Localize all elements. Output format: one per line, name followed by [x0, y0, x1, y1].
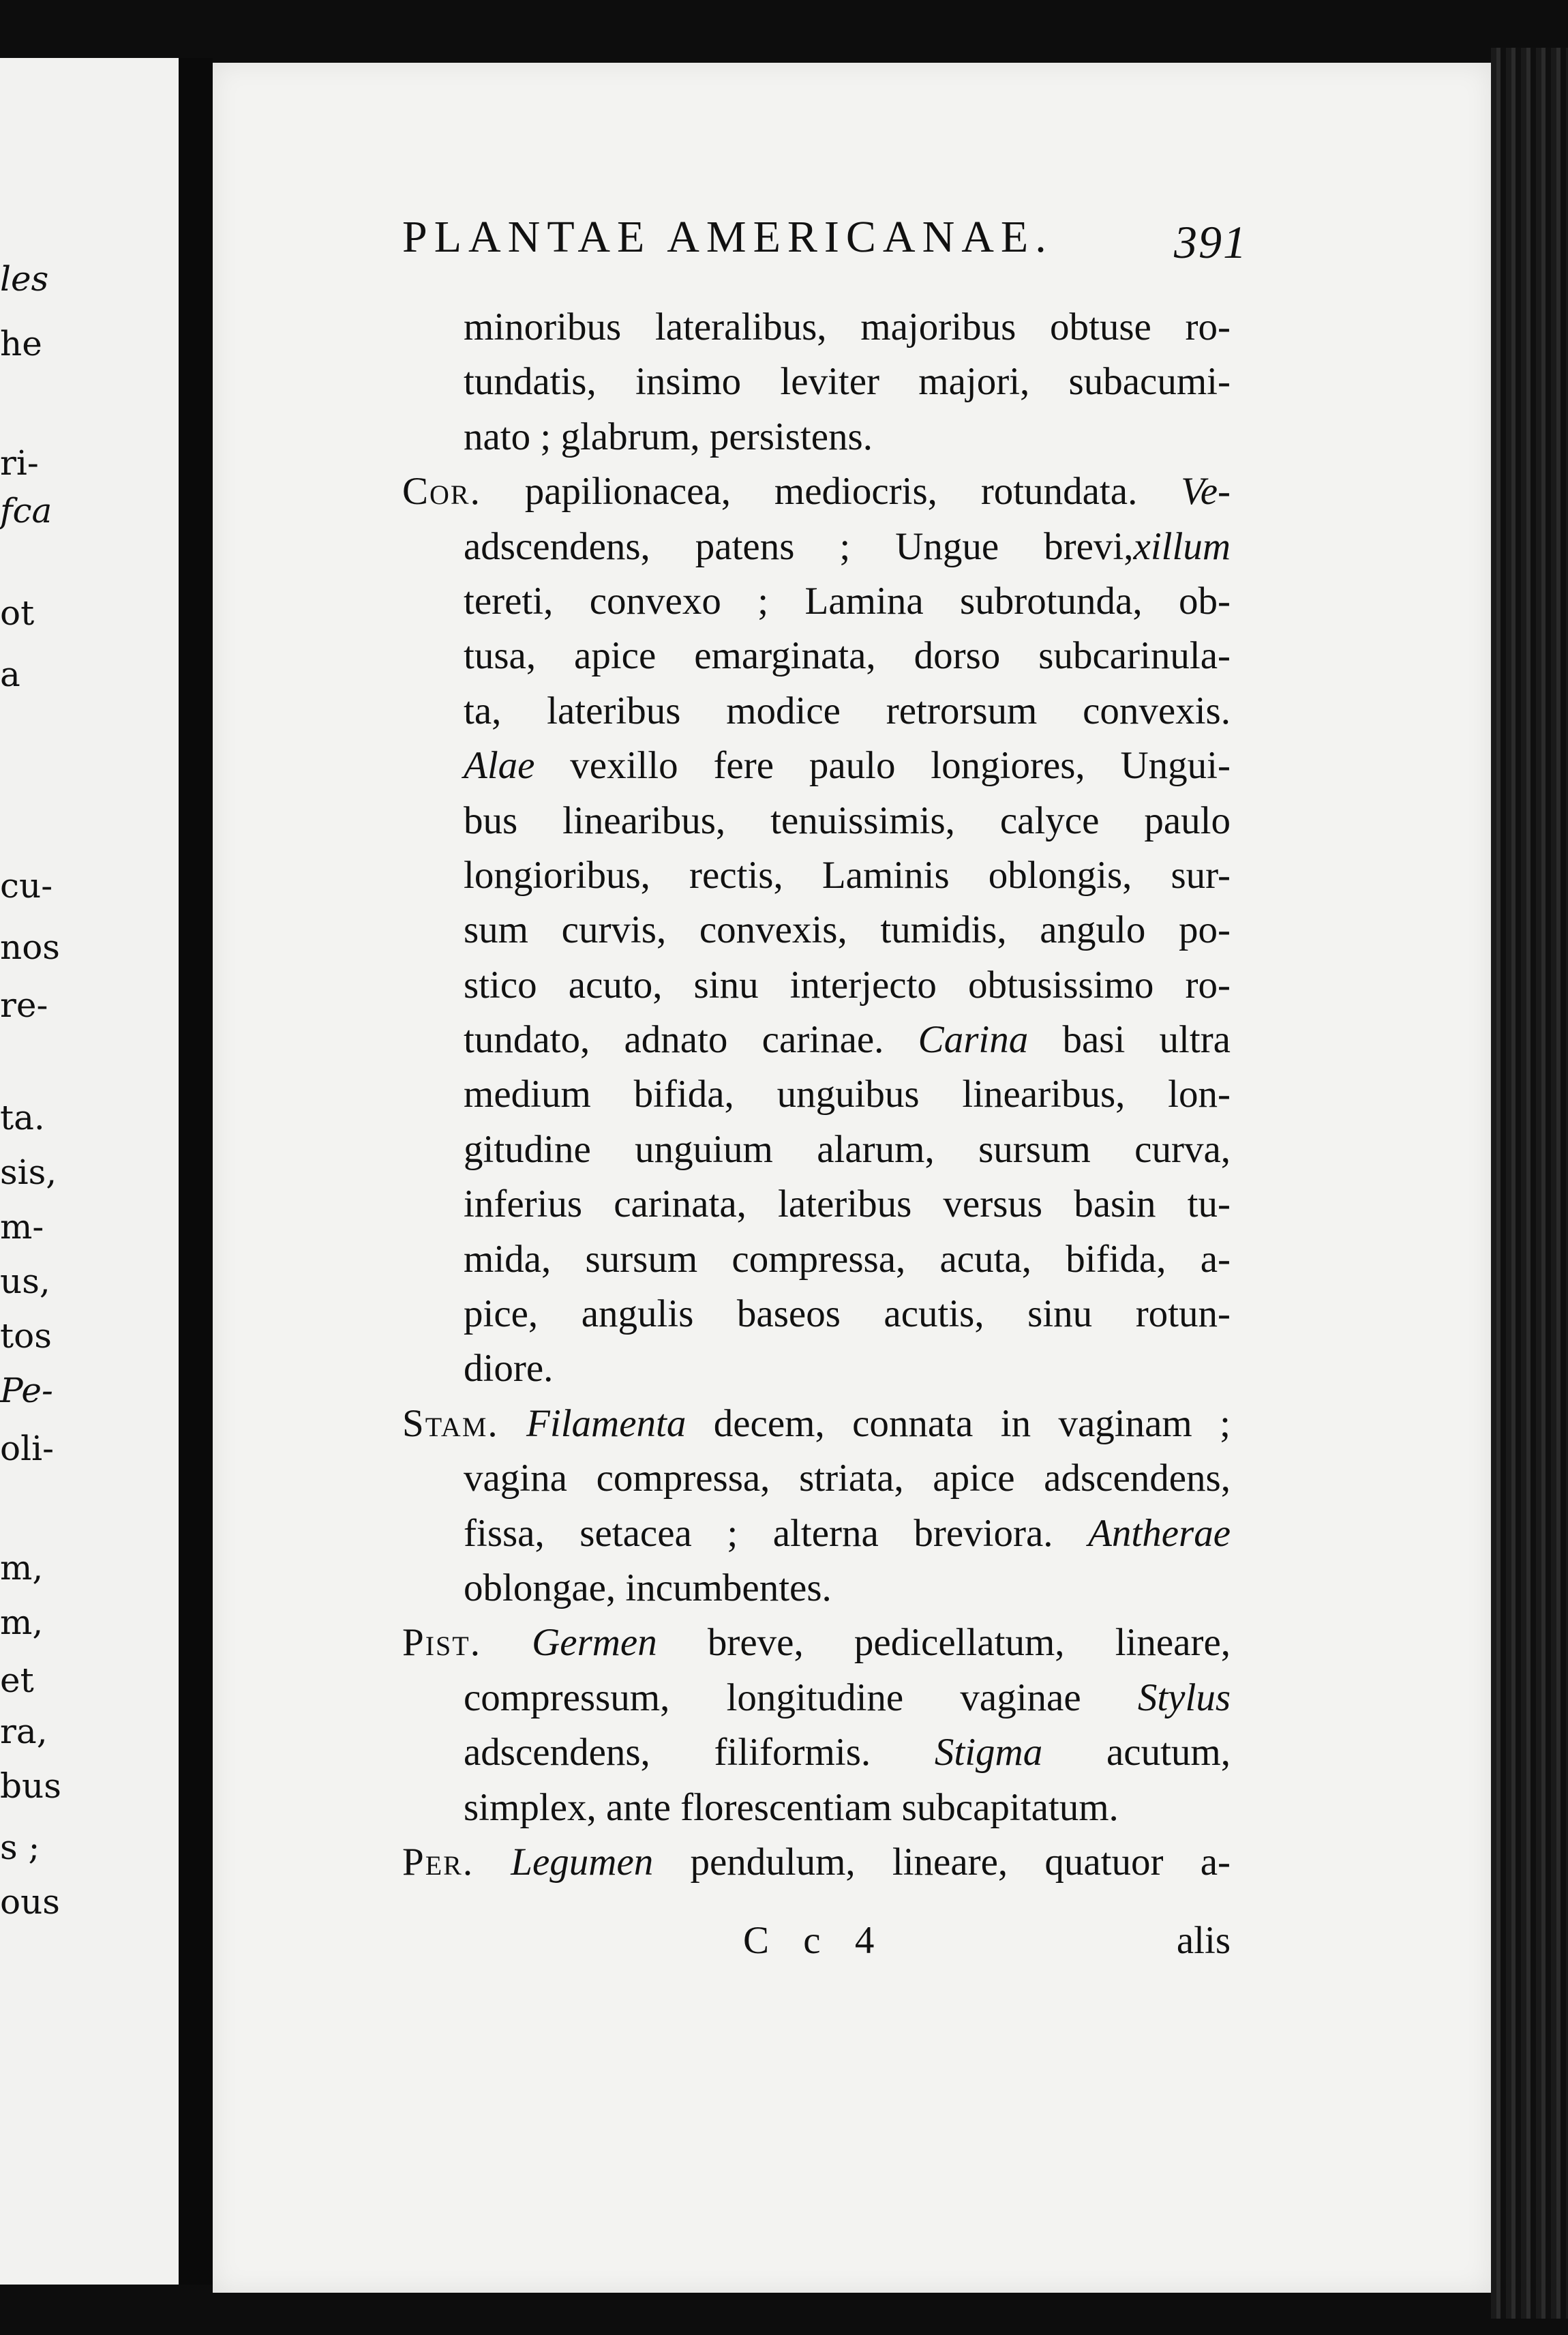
- line-text: simplex, ante florescentiam subcapitatum.: [464, 1785, 1119, 1829]
- italic-term: Germen: [481, 1621, 657, 1665]
- line-text: inferius carinata, lateribus versus basin tu-: [464, 1183, 1231, 1226]
- italic-term: Ve-: [1181, 470, 1231, 514]
- text-line: [402, 1232, 1231, 1287]
- left-page-fragment: oli-: [0, 1429, 54, 1468]
- line-text: decem, connata in vaginam ;: [686, 1401, 1231, 1445]
- line-text: acutum,: [1042, 1731, 1231, 1774]
- text-line: [402, 1835, 1231, 1890]
- signature-mark: C c 4: [743, 1919, 887, 1962]
- page-footer: [402, 1918, 1231, 1973]
- text-line: [402, 410, 1231, 464]
- text-line: [402, 300, 1231, 355]
- section-label: Cor.: [402, 470, 481, 514]
- text-line: [402, 1013, 1231, 1067]
- text-line: [402, 684, 1231, 739]
- left-page-fragment: bus: [0, 1766, 61, 1806]
- running-header: [402, 211, 1248, 273]
- left-page-edge: [0, 58, 179, 2285]
- line-text: adscendens, patens ; Ungue brevi,: [464, 524, 1134, 568]
- text-line: [402, 739, 1231, 793]
- line-text: pendulum, lineare, quatuor a-: [653, 1840, 1231, 1884]
- text-line: [402, 958, 1231, 1013]
- text-line: [402, 1287, 1231, 1341]
- line-text: mida, sursum compressa, acuta, bifida, a-: [464, 1237, 1231, 1281]
- left-page-fragment: ra,: [0, 1712, 48, 1751]
- text-line: [402, 794, 1231, 848]
- text-line: [402, 1122, 1231, 1177]
- left-page-fragment: ta.: [0, 1098, 45, 1137]
- text-line: [402, 1725, 1231, 1780]
- left-page-fragment: m,: [0, 1603, 44, 1642]
- left-page-fragment: ous: [0, 1882, 60, 1922]
- section-label: Per.: [402, 1840, 474, 1884]
- line-text: bus linearibus, tenuissimis, calyce paulo: [464, 799, 1231, 842]
- left-page-fragment: m-: [0, 1207, 44, 1247]
- line-text: tundatis, insimo leviter majori, subacumi-: [464, 360, 1231, 404]
- left-page-fragment: fca: [0, 491, 52, 531]
- italic-term: Filamenta: [498, 1401, 687, 1445]
- italic-term: Carina: [918, 1018, 1029, 1062]
- text-line: [402, 1616, 1231, 1670]
- line-text: vagina compressa, striata, apice adscendens,: [464, 1457, 1231, 1500]
- line-text: fissa, setacea ; alterna breviora.: [464, 1511, 1089, 1555]
- left-page-fragment: us,: [0, 1262, 50, 1301]
- text-line: [402, 1561, 1231, 1616]
- line-text: adscendens, filiformis.: [464, 1731, 935, 1774]
- text-line: [402, 1451, 1231, 1506]
- section-label: Stam.: [402, 1401, 499, 1445]
- text-line: [402, 848, 1231, 903]
- text-line: [402, 1397, 1231, 1451]
- italic-term: Alae: [464, 744, 535, 788]
- line-text: vexillo fere paulo longiores, Ungui-: [534, 744, 1231, 788]
- line-text: diore.: [464, 1347, 554, 1390]
- left-page-fragment: re-: [0, 985, 48, 1025]
- left-page-fragment: s ;: [0, 1828, 40, 1867]
- text-line: [402, 520, 1231, 574]
- italic-term: Stigma: [934, 1731, 1043, 1774]
- line-text: longioribus, rectis, Laminis oblongis, sur-: [464, 853, 1231, 897]
- line-text: gitudine unguium alarum, sursum curva,: [464, 1127, 1231, 1171]
- line-text: sum curvis, convexis, tumidis, angulo po-: [464, 908, 1231, 952]
- left-page-fragment: ri-: [0, 443, 39, 483]
- left-page-fragment: les: [0, 259, 49, 299]
- text-line: [402, 1341, 1231, 1396]
- page-number: 391: [1174, 216, 1248, 268]
- text-line: [402, 1177, 1231, 1232]
- line-text: stico acuto, sinu interjecto obtusissimo ro-: [464, 963, 1231, 1007]
- page-body: [402, 300, 1231, 1890]
- line-text: tusa, apice emarginata, dorso subcarinula-: [464, 634, 1231, 678]
- italic-term: Antherae: [1088, 1511, 1231, 1555]
- text-line: [402, 629, 1231, 683]
- italic-term: xillum: [1133, 524, 1231, 568]
- left-page-fragment: ot: [0, 593, 35, 633]
- line-text: minoribus lateralibus, majoribus obtuse ro-: [464, 306, 1231, 348]
- line-text: medium bifida, unguibus linearibus, lon-: [464, 1073, 1231, 1116]
- left-page-fragment: m,: [0, 1548, 44, 1588]
- text-line: [402, 1781, 1231, 1835]
- line-text: tereti, convexo ; Lamina subrotunda, ob-: [464, 579, 1231, 623]
- text-line: [402, 464, 1231, 519]
- left-page-fragment: et: [0, 1661, 34, 1700]
- text-line: [402, 355, 1231, 409]
- text-line: [402, 903, 1231, 957]
- line-text: oblongae, incumbentes.: [464, 1566, 832, 1609]
- section-label: Pist.: [402, 1621, 481, 1665]
- left-page-fragment: Pe-: [0, 1371, 53, 1410]
- italic-term: Legumen: [474, 1840, 654, 1884]
- italic-term: Stylus: [1137, 1676, 1231, 1719]
- left-page-fragment: nos: [0, 927, 60, 967]
- line-text: basi ultra: [1028, 1018, 1231, 1062]
- left-page-fragment: he: [0, 324, 42, 363]
- line-text: nato ; glabrum, persistens.: [464, 415, 873, 458]
- text-line: [402, 1067, 1231, 1122]
- book-gutter: [179, 58, 213, 2285]
- line-text: ta, lateribus modice retrorsum convexis.: [464, 689, 1231, 732]
- line-text: compressum, longitudine vaginae: [464, 1676, 1138, 1719]
- page-edges: [1491, 48, 1568, 2319]
- left-page-fragment: sis,: [0, 1152, 57, 1192]
- text-line: [402, 574, 1231, 629]
- left-page-fragment: tos: [0, 1316, 52, 1356]
- text-line: [402, 1506, 1231, 1561]
- running-title: PLANTAE AMERICANAE.: [402, 212, 1053, 262]
- catchword: alis: [1176, 1919, 1231, 1962]
- left-page-fragment: cu-: [0, 866, 53, 906]
- line-text: papilionacea, mediocris, rotundata.: [481, 470, 1181, 514]
- left-page-fragment: a: [0, 655, 20, 694]
- text-line: [402, 1671, 1231, 1725]
- line-text: breve, pedicellatum, lineare,: [657, 1621, 1231, 1665]
- line-text: pice, angulis baseos acutis, sinu rotun-: [464, 1292, 1231, 1336]
- line-text: tundato, adnato carinae.: [464, 1018, 918, 1062]
